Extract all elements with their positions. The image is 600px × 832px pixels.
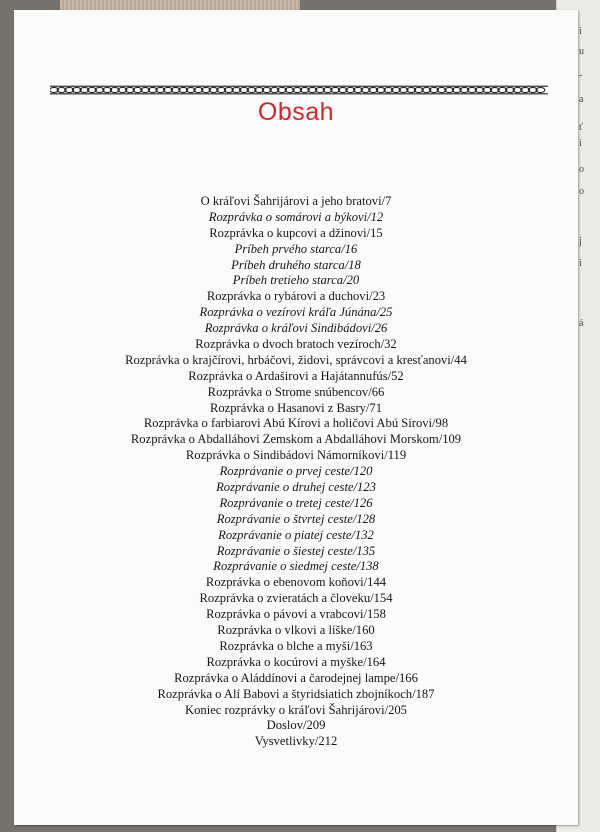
contents-page bbox=[14, 10, 578, 825]
facing-page-glyph: i bbox=[579, 26, 582, 37]
toc-entry: Rozprávka o Ardaširovi a Hajátannufús/52 bbox=[188, 368, 404, 383]
toc-entry: Rozprávka o ebenovom koňovi/144 bbox=[205, 575, 387, 590]
toc-entry: Rozprávanie o prvej ceste/120 bbox=[219, 464, 373, 479]
facing-page-glyph: á bbox=[579, 318, 584, 329]
facing-page-glyph: í bbox=[579, 138, 582, 149]
page-title: Obsah bbox=[257, 98, 335, 126]
toc-entry: Koniec rozprávky o kráľovi Šahrijárovi/205 bbox=[185, 702, 407, 717]
toc-entry: Rozprávka o kocúrovi a myške/164 bbox=[206, 654, 386, 669]
table-of-contents bbox=[14, 194, 578, 750]
facing-page-glyph: u bbox=[579, 46, 584, 57]
toc-entry: Príbeh tretieho starca/20 bbox=[232, 273, 360, 288]
toc-entry: Doslov/209 bbox=[266, 718, 326, 733]
toc-entry: Vysvetlivky/212 bbox=[254, 734, 338, 749]
toc-entry: Rozprávanie o tretej ceste/126 bbox=[219, 495, 373, 510]
facing-page-glyph: o bbox=[579, 186, 584, 197]
facing-page-glyph: o bbox=[579, 164, 584, 175]
facing-page-glyph: a bbox=[579, 94, 584, 105]
toc-entry: Príbeh druhého starca/18 bbox=[231, 257, 361, 272]
toc-entry: Rozprávanie o piatej ceste/132 bbox=[218, 527, 374, 542]
facing-page-glyph: j bbox=[579, 236, 582, 247]
toc-entry: Rozprávanie o druhej ceste/123 bbox=[216, 480, 376, 495]
toc-entry: Rozprávanie o štvrtej ceste/128 bbox=[216, 511, 376, 526]
chain-border-icon bbox=[50, 85, 548, 95]
toc-entry: Rozprávka o kráľovi Sindibádovi/26 bbox=[204, 321, 388, 336]
toc-entry: Rozprávanie o siedmej ceste/138 bbox=[213, 559, 379, 574]
toc-entry: Rozprávka o somárovi a býkovi/12 bbox=[208, 209, 384, 224]
toc-entry: Príbeh prvého starca/16 bbox=[234, 241, 358, 256]
toc-entry: Rozprávka o krajčírovi, hrbáčovi, židovi, správcovi a kresťanovi/44 bbox=[125, 352, 467, 367]
toc-entry: Rozprávka o vlkovi a líške/160 bbox=[217, 623, 375, 638]
toc-entry: Rozprávka o kupcovi a džinovi/15 bbox=[209, 225, 383, 240]
toc-entry: Rozprávka o vezírovi kráľa Júnána/25 bbox=[199, 305, 393, 320]
toc-entry: Rozprávka o dvoch bratoch vezíroch/32 bbox=[195, 337, 397, 352]
toc-entry: O kráľovi Šahrijárovi a jeho bratovi/7 bbox=[200, 194, 392, 208]
toc-entry: Rozprávka o Alí Babovi a štyridsiatich zbojníkoch/187 bbox=[157, 686, 435, 701]
toc-entry: Rozprávka o Aláddínovi a čarodejnej lampe/166 bbox=[174, 670, 418, 685]
toc-entry: Rozprávka o Hasanovi z Basry/71 bbox=[209, 400, 383, 415]
toc-entry: Rozprávka o pávovi a vrabcovi/158 bbox=[206, 607, 386, 622]
toc-entry: Rozprávka o Abdalláhovi Zemskom a Abdalláhovi Morskom/109 bbox=[130, 432, 462, 447]
toc-entry: Rozprávka o zvieratách a človeku/154 bbox=[199, 591, 393, 606]
toc-entry: Rozprávanie o šiestej ceste/135 bbox=[216, 543, 376, 558]
facing-page-glyph: - bbox=[579, 70, 583, 81]
toc-entry: Rozprávka o rybárovi a duchovi/23 bbox=[206, 289, 386, 304]
toc-entry: Rozprávka o Sindibádovi Námorníkovi/119 bbox=[185, 448, 407, 463]
toc-entry: Rozprávka o Strome snúbencov/66 bbox=[207, 384, 385, 399]
facing-page-glyph: i bbox=[579, 258, 582, 269]
toc-entry: Rozprávka o farbiarovi Abú Kírovi a holičovi Abú Sírovi/98 bbox=[143, 416, 449, 431]
toc-entry: Rozprávka o blche a myši/163 bbox=[219, 638, 373, 653]
facing-page-glyph: ť bbox=[579, 122, 584, 133]
